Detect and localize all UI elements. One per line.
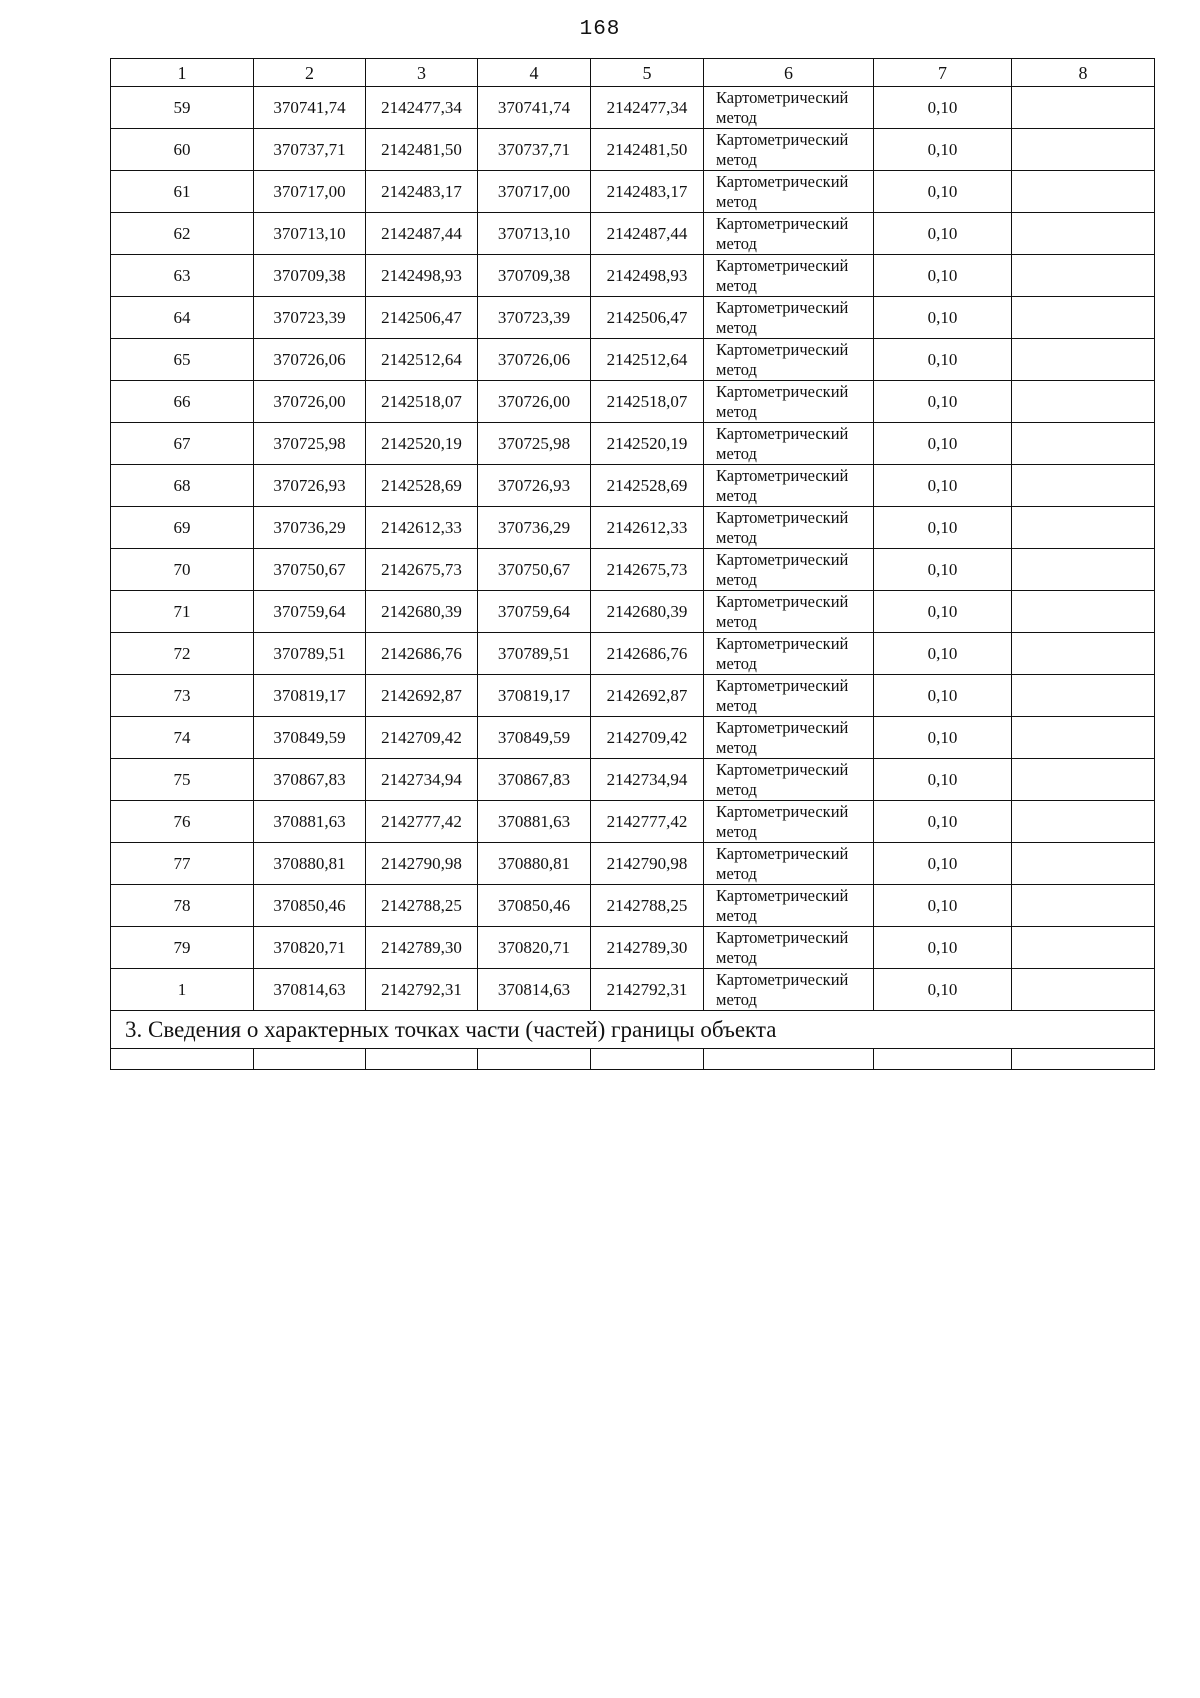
accuracy-cell: 0,10 bbox=[874, 843, 1012, 885]
y1-cell: 2142483,17 bbox=[366, 171, 478, 213]
method-cell bbox=[704, 255, 874, 297]
y1-cell: 2142680,39 bbox=[366, 591, 478, 633]
point-cell: 73 bbox=[111, 675, 254, 717]
method-cell bbox=[704, 465, 874, 507]
x2-cell: 370814,63 bbox=[478, 969, 591, 1011]
method-line-1: Картометрический bbox=[716, 801, 849, 821]
point-cell: 68 bbox=[111, 465, 254, 507]
point-cell: 61 bbox=[111, 171, 254, 213]
y1-cell: 2142675,73 bbox=[366, 549, 478, 591]
method-cell bbox=[704, 801, 874, 843]
y1-cell: 2142481,50 bbox=[366, 129, 478, 171]
column-header-1: 1 bbox=[111, 59, 254, 87]
point-cell: 63 bbox=[111, 255, 254, 297]
table-row bbox=[111, 129, 1155, 171]
table-row bbox=[111, 255, 1155, 297]
accuracy-cell: 0,10 bbox=[874, 717, 1012, 759]
empty-cell bbox=[111, 1049, 254, 1070]
accuracy-cell: 0,10 bbox=[874, 507, 1012, 549]
method-line-1: Картометрический bbox=[716, 339, 849, 359]
method-line-1: Картометрический bbox=[716, 423, 849, 443]
x2-cell: 370736,29 bbox=[478, 507, 591, 549]
method-line-1: Картометрический bbox=[716, 759, 849, 779]
point-cell: 70 bbox=[111, 549, 254, 591]
note-cell bbox=[1012, 801, 1155, 843]
method-line-2: метод bbox=[716, 821, 757, 841]
method-cell bbox=[704, 969, 874, 1011]
y2-cell: 2142680,39 bbox=[591, 591, 704, 633]
x2-cell: 370717,00 bbox=[478, 171, 591, 213]
method-line-1: Картометрический bbox=[716, 927, 849, 947]
accuracy-cell: 0,10 bbox=[874, 927, 1012, 969]
note-cell bbox=[1012, 297, 1155, 339]
y1-cell: 2142777,42 bbox=[366, 801, 478, 843]
point-cell: 72 bbox=[111, 633, 254, 675]
empty-cell bbox=[874, 1049, 1012, 1070]
column-header-8: 8 bbox=[1012, 59, 1155, 87]
x2-cell: 370741,74 bbox=[478, 87, 591, 129]
note-cell bbox=[1012, 549, 1155, 591]
method-cell bbox=[704, 213, 874, 255]
y1-cell: 2142487,44 bbox=[366, 213, 478, 255]
method-line-2: метод bbox=[716, 569, 757, 589]
x1-cell: 370741,74 bbox=[254, 87, 366, 129]
x1-cell: 370819,17 bbox=[254, 675, 366, 717]
accuracy-cell: 0,10 bbox=[874, 969, 1012, 1011]
method-line-1: Картометрический bbox=[716, 885, 849, 905]
y1-cell: 2142528,69 bbox=[366, 465, 478, 507]
y2-cell: 2142520,19 bbox=[591, 423, 704, 465]
table-row bbox=[111, 87, 1155, 129]
column-header-2: 2 bbox=[254, 59, 366, 87]
note-cell bbox=[1012, 129, 1155, 171]
y2-cell: 2142512,64 bbox=[591, 339, 704, 381]
x2-cell: 370726,06 bbox=[478, 339, 591, 381]
x1-cell: 370726,93 bbox=[254, 465, 366, 507]
table-row bbox=[111, 969, 1155, 1011]
y2-cell: 2142518,07 bbox=[591, 381, 704, 423]
x1-cell: 370849,59 bbox=[254, 717, 366, 759]
point-cell: 59 bbox=[111, 87, 254, 129]
table-row bbox=[111, 213, 1155, 255]
column-header-7: 7 bbox=[874, 59, 1012, 87]
x2-cell: 370867,83 bbox=[478, 759, 591, 801]
y1-cell: 2142477,34 bbox=[366, 87, 478, 129]
method-line-1: Картометрический bbox=[716, 969, 849, 989]
x2-cell: 370737,71 bbox=[478, 129, 591, 171]
accuracy-cell: 0,10 bbox=[874, 297, 1012, 339]
table-row bbox=[111, 675, 1155, 717]
method-cell bbox=[704, 549, 874, 591]
table-row bbox=[111, 843, 1155, 885]
column-header-5: 5 bbox=[591, 59, 704, 87]
method-line-2: метод bbox=[716, 233, 757, 253]
x2-cell: 370820,71 bbox=[478, 927, 591, 969]
table-row bbox=[111, 339, 1155, 381]
x1-cell: 370881,63 bbox=[254, 801, 366, 843]
empty-cell bbox=[704, 1049, 874, 1070]
y2-cell: 2142506,47 bbox=[591, 297, 704, 339]
x1-cell: 370789,51 bbox=[254, 633, 366, 675]
note-cell bbox=[1012, 255, 1155, 297]
table-row bbox=[111, 801, 1155, 843]
y1-cell: 2142790,98 bbox=[366, 843, 478, 885]
method-line-2: метод bbox=[716, 737, 757, 757]
accuracy-cell: 0,10 bbox=[874, 465, 1012, 507]
method-line-2: метод bbox=[716, 863, 757, 883]
method-cell bbox=[704, 297, 874, 339]
y1-cell: 2142498,93 bbox=[366, 255, 478, 297]
point-cell: 76 bbox=[111, 801, 254, 843]
method-line-2: метод bbox=[716, 149, 757, 169]
method-line-2: метод bbox=[716, 107, 757, 127]
y2-cell: 2142675,73 bbox=[591, 549, 704, 591]
method-cell bbox=[704, 339, 874, 381]
y2-cell: 2142788,25 bbox=[591, 885, 704, 927]
method-line-2: метод bbox=[716, 527, 757, 547]
y2-cell: 2142487,44 bbox=[591, 213, 704, 255]
method-line-1: Картометрический bbox=[716, 717, 849, 737]
method-line-1: Картометрический bbox=[716, 675, 849, 695]
note-cell bbox=[1012, 633, 1155, 675]
accuracy-cell: 0,10 bbox=[874, 759, 1012, 801]
y2-cell: 2142709,42 bbox=[591, 717, 704, 759]
x1-cell: 370850,46 bbox=[254, 885, 366, 927]
x2-cell: 370850,46 bbox=[478, 885, 591, 927]
x1-cell: 370725,98 bbox=[254, 423, 366, 465]
method-line-1: Картометрический bbox=[716, 171, 849, 191]
x2-cell: 370726,93 bbox=[478, 465, 591, 507]
accuracy-cell: 0,10 bbox=[874, 591, 1012, 633]
method-line-2: метод bbox=[716, 611, 757, 631]
method-cell bbox=[704, 423, 874, 465]
x1-cell: 370726,06 bbox=[254, 339, 366, 381]
y2-cell: 2142790,98 bbox=[591, 843, 704, 885]
method-cell bbox=[704, 87, 874, 129]
section-row bbox=[111, 1011, 1155, 1049]
accuracy-cell: 0,10 bbox=[874, 213, 1012, 255]
section-title: 3. Сведения о характерных точках части (частей) границы объекта bbox=[111, 1011, 1155, 1049]
method-line-1: Картометрический bbox=[716, 591, 849, 611]
y2-cell: 2142498,93 bbox=[591, 255, 704, 297]
y1-cell: 2142612,33 bbox=[366, 507, 478, 549]
method-line-1: Картометрический bbox=[716, 507, 849, 527]
y2-cell: 2142612,33 bbox=[591, 507, 704, 549]
note-cell bbox=[1012, 339, 1155, 381]
x1-cell: 370736,29 bbox=[254, 507, 366, 549]
x1-cell: 370726,00 bbox=[254, 381, 366, 423]
point-cell: 67 bbox=[111, 423, 254, 465]
method-cell bbox=[704, 129, 874, 171]
note-cell bbox=[1012, 507, 1155, 549]
method-cell bbox=[704, 633, 874, 675]
y2-cell: 2142777,42 bbox=[591, 801, 704, 843]
table-row bbox=[111, 171, 1155, 213]
method-cell bbox=[704, 885, 874, 927]
point-cell: 78 bbox=[111, 885, 254, 927]
note-cell bbox=[1012, 423, 1155, 465]
method-line-1: Картометрический bbox=[716, 465, 849, 485]
y1-cell: 2142734,94 bbox=[366, 759, 478, 801]
x1-cell: 370713,10 bbox=[254, 213, 366, 255]
x1-cell: 370709,38 bbox=[254, 255, 366, 297]
method-cell bbox=[704, 381, 874, 423]
method-line-2: метод bbox=[716, 947, 757, 967]
table-row bbox=[111, 297, 1155, 339]
method-line-2: метод bbox=[716, 359, 757, 379]
note-cell bbox=[1012, 171, 1155, 213]
note-cell bbox=[1012, 591, 1155, 633]
column-header-6: 6 bbox=[704, 59, 874, 87]
method-cell bbox=[704, 675, 874, 717]
table-row bbox=[111, 759, 1155, 801]
method-line-1: Картометрический bbox=[716, 381, 849, 401]
method-line-1: Картометрический bbox=[716, 843, 849, 863]
accuracy-cell: 0,10 bbox=[874, 255, 1012, 297]
method-cell bbox=[704, 843, 874, 885]
x2-cell: 370709,38 bbox=[478, 255, 591, 297]
column-header-4: 4 bbox=[478, 59, 591, 87]
accuracy-cell: 0,10 bbox=[874, 675, 1012, 717]
x1-cell: 370814,63 bbox=[254, 969, 366, 1011]
accuracy-cell: 0,10 bbox=[874, 381, 1012, 423]
y1-cell: 2142792,31 bbox=[366, 969, 478, 1011]
x2-cell: 370723,39 bbox=[478, 297, 591, 339]
accuracy-cell: 0,10 bbox=[874, 801, 1012, 843]
note-cell bbox=[1012, 381, 1155, 423]
method-line-1: Картометрический bbox=[716, 129, 849, 149]
accuracy-cell: 0,10 bbox=[874, 549, 1012, 591]
header-row bbox=[111, 59, 1155, 87]
table-row bbox=[111, 381, 1155, 423]
y1-cell: 2142518,07 bbox=[366, 381, 478, 423]
y2-cell: 2142481,50 bbox=[591, 129, 704, 171]
y1-cell: 2142692,87 bbox=[366, 675, 478, 717]
point-cell: 75 bbox=[111, 759, 254, 801]
x2-cell: 370713,10 bbox=[478, 213, 591, 255]
point-cell: 74 bbox=[111, 717, 254, 759]
table-row bbox=[111, 465, 1155, 507]
x1-cell: 370880,81 bbox=[254, 843, 366, 885]
y1-cell: 2142520,19 bbox=[366, 423, 478, 465]
method-line-2: метод bbox=[716, 485, 757, 505]
empty-cell bbox=[254, 1049, 366, 1070]
method-line-2: метод bbox=[716, 275, 757, 295]
accuracy-cell: 0,10 bbox=[874, 129, 1012, 171]
note-cell bbox=[1012, 675, 1155, 717]
x2-cell: 370880,81 bbox=[478, 843, 591, 885]
y1-cell: 2142506,47 bbox=[366, 297, 478, 339]
note-cell bbox=[1012, 885, 1155, 927]
method-cell bbox=[704, 927, 874, 969]
empty-cell bbox=[1012, 1049, 1155, 1070]
note-cell bbox=[1012, 465, 1155, 507]
note-cell bbox=[1012, 843, 1155, 885]
accuracy-cell: 0,10 bbox=[874, 423, 1012, 465]
y2-cell: 2142686,76 bbox=[591, 633, 704, 675]
y1-cell: 2142686,76 bbox=[366, 633, 478, 675]
x2-cell: 370725,98 bbox=[478, 423, 591, 465]
method-line-1: Картометрический bbox=[716, 87, 849, 107]
y2-cell: 2142734,94 bbox=[591, 759, 704, 801]
x2-cell: 370881,63 bbox=[478, 801, 591, 843]
y2-cell: 2142483,17 bbox=[591, 171, 704, 213]
y2-cell: 2142792,31 bbox=[591, 969, 704, 1011]
method-line-2: метод bbox=[716, 443, 757, 463]
x1-cell: 370717,00 bbox=[254, 171, 366, 213]
table-row bbox=[111, 591, 1155, 633]
column-header-3: 3 bbox=[366, 59, 478, 87]
method-line-2: метод bbox=[716, 317, 757, 337]
method-cell bbox=[704, 717, 874, 759]
y2-cell: 2142528,69 bbox=[591, 465, 704, 507]
point-cell: 77 bbox=[111, 843, 254, 885]
x1-cell: 370750,67 bbox=[254, 549, 366, 591]
y1-cell: 2142709,42 bbox=[366, 717, 478, 759]
accuracy-cell: 0,10 bbox=[874, 171, 1012, 213]
method-line-1: Картометрический bbox=[716, 549, 849, 569]
point-cell: 66 bbox=[111, 381, 254, 423]
point-cell: 64 bbox=[111, 297, 254, 339]
method-line-1: Картометрический bbox=[716, 297, 849, 317]
method-cell bbox=[704, 507, 874, 549]
method-line-2: метод bbox=[716, 401, 757, 421]
method-line-2: метод bbox=[716, 695, 757, 715]
table-row bbox=[111, 507, 1155, 549]
y2-cell: 2142692,87 bbox=[591, 675, 704, 717]
method-line-2: метод bbox=[716, 653, 757, 673]
empty-cell bbox=[366, 1049, 478, 1070]
empty-cell bbox=[591, 1049, 704, 1070]
empty-row bbox=[111, 1049, 1155, 1070]
method-line-1: Картометрический bbox=[716, 213, 849, 233]
method-cell bbox=[704, 759, 874, 801]
page-number: 168 bbox=[579, 18, 621, 41]
x2-cell: 370750,67 bbox=[478, 549, 591, 591]
method-cell bbox=[704, 591, 874, 633]
table-row bbox=[111, 927, 1155, 969]
x2-cell: 370849,59 bbox=[478, 717, 591, 759]
x1-cell: 370759,64 bbox=[254, 591, 366, 633]
method-cell bbox=[704, 171, 874, 213]
method-line-1: Картометрический bbox=[716, 633, 849, 653]
y2-cell: 2142477,34 bbox=[591, 87, 704, 129]
note-cell bbox=[1012, 717, 1155, 759]
y1-cell: 2142512,64 bbox=[366, 339, 478, 381]
x2-cell: 370759,64 bbox=[478, 591, 591, 633]
table-row bbox=[111, 717, 1155, 759]
coordinates-table bbox=[110, 58, 1155, 1070]
table-body bbox=[111, 87, 1155, 1070]
accuracy-cell: 0,10 bbox=[874, 633, 1012, 675]
y1-cell: 2142789,30 bbox=[366, 927, 478, 969]
point-cell: 62 bbox=[111, 213, 254, 255]
table-row bbox=[111, 549, 1155, 591]
table-row bbox=[111, 633, 1155, 675]
table-row bbox=[111, 885, 1155, 927]
method-line-1: Картометрический bbox=[716, 255, 849, 275]
x2-cell: 370819,17 bbox=[478, 675, 591, 717]
x1-cell: 370820,71 bbox=[254, 927, 366, 969]
point-cell: 71 bbox=[111, 591, 254, 633]
method-line-2: метод bbox=[716, 905, 757, 925]
point-cell: 79 bbox=[111, 927, 254, 969]
point-cell: 60 bbox=[111, 129, 254, 171]
note-cell bbox=[1012, 213, 1155, 255]
x1-cell: 370737,71 bbox=[254, 129, 366, 171]
point-cell: 65 bbox=[111, 339, 254, 381]
accuracy-cell: 0,10 bbox=[874, 339, 1012, 381]
note-cell bbox=[1012, 759, 1155, 801]
point-cell: 69 bbox=[111, 507, 254, 549]
x1-cell: 370723,39 bbox=[254, 297, 366, 339]
note-cell bbox=[1012, 969, 1155, 1011]
table-row bbox=[111, 423, 1155, 465]
method-line-2: метод bbox=[716, 989, 757, 1009]
accuracy-cell: 0,10 bbox=[874, 87, 1012, 129]
y2-cell: 2142789,30 bbox=[591, 927, 704, 969]
y1-cell: 2142788,25 bbox=[366, 885, 478, 927]
x1-cell: 370867,83 bbox=[254, 759, 366, 801]
empty-cell bbox=[478, 1049, 591, 1070]
point-cell: 1 bbox=[111, 969, 254, 1011]
method-line-2: метод bbox=[716, 191, 757, 211]
x2-cell: 370789,51 bbox=[478, 633, 591, 675]
method-line-2: метод bbox=[716, 779, 757, 799]
note-cell bbox=[1012, 927, 1155, 969]
x2-cell: 370726,00 bbox=[478, 381, 591, 423]
accuracy-cell: 0,10 bbox=[874, 885, 1012, 927]
note-cell bbox=[1012, 87, 1155, 129]
